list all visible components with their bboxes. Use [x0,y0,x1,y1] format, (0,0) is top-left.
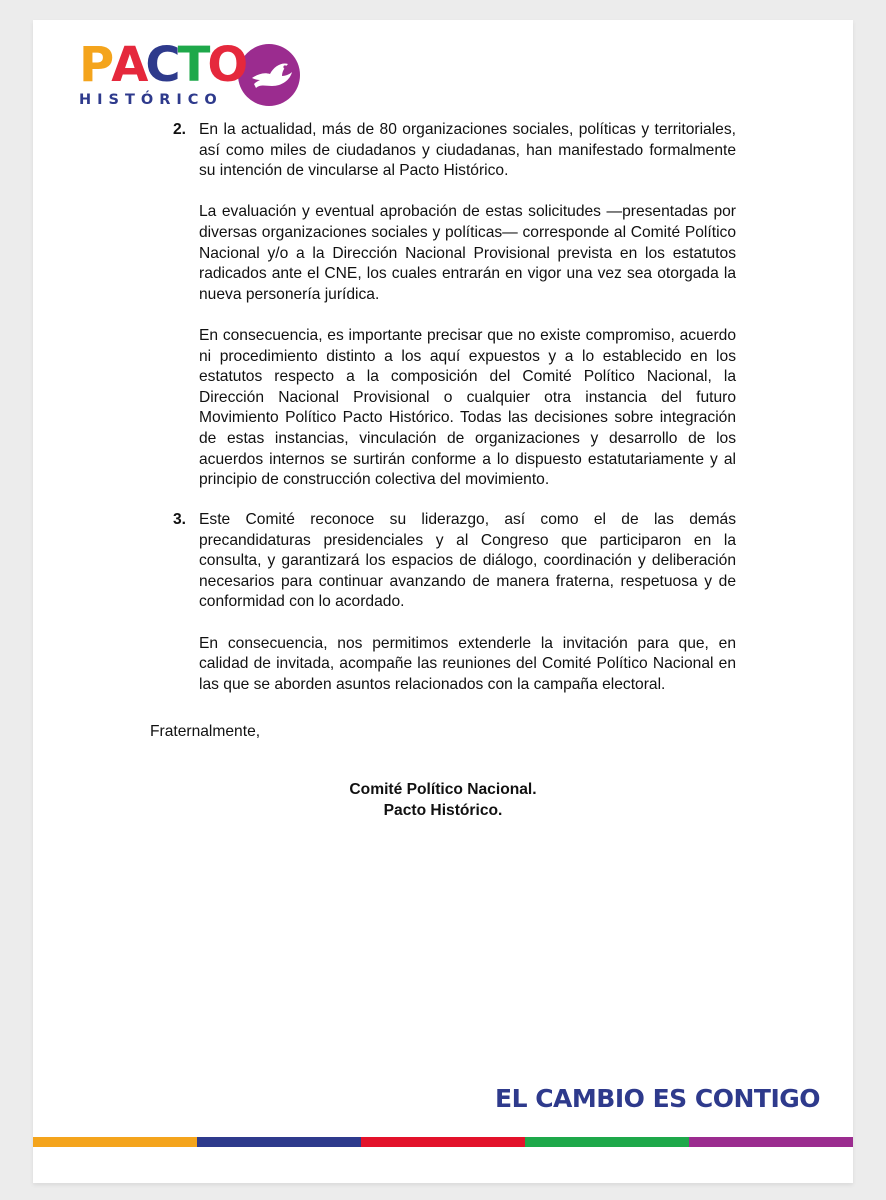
pacto-historico-logo [79,38,259,110]
stripe-red [361,1137,525,1147]
logo-circle [238,44,300,106]
stripe-green [525,1137,689,1147]
paragraph: En la actualidad, más de 80 organizaciones sociales, políticas y territoriales, así como miles de ciudadanos y ciudadanas, han manifestado formalmente su intención de vincularse al Pacto Histórico. [199,121,736,180]
signature-block [193,780,693,821]
paragraph: La evaluación y eventual aprobación de estas solicitudes —presentadas por diversas organizaciones sociales y políticas— corresponde al Comité Político Nacional y/o a la Dirección Nacional Provisional prevista en los estatutos radicados ante el CNE, los cuales entrarán en vigor una vez sea otorgada la nueva personería jurídica. [199,203,736,303]
stripe-blue [197,1137,361,1147]
logo-letter: O [207,37,246,93]
stripe-purple [689,1137,853,1147]
closing-salutation: Fraternalmente, [150,723,261,740]
signature-line-2: Pacto Histórico. [383,801,503,819]
logo-wordmark [79,38,245,92]
item-number: 3. [173,511,187,528]
numbered-item [173,120,736,491]
document-page [33,20,853,1183]
paragraph: Este Comité reconoce su liderazgo, así como el de las demás precandidaturas presidenciales y al Congreso que participaron en la consulta, y garantizará los espacios de diálogo, coordinación y deliberación necesarios para continuar avanzando de manera fraterna, respetuosa y de conformidad con lo acordado. [199,511,736,611]
footer-color-stripes [33,1137,853,1147]
paragraph: En consecuencia, nos permitimos extenderle la invitación para que, en calidad de invitada, acompañe las reuniones del Comité Político Nacional en las que se aborden asuntos relacionados con la campaña electoral. [199,634,736,693]
signature-line-1: Comité Político Nacional. [349,781,537,798]
logo-letter: P [79,37,112,93]
logo-letter: A [111,37,146,93]
dove-icon [238,44,300,106]
paragraph: En consecuencia, es importante precisar que no existe compromiso, acuerdo ni procedimiento distinto a los aquí expuestos y a lo establecido en los estatutos respecto a la composición del Comité Político Nacional, la Dirección Nacional Provisional o cualquier otra instancia del futuro Movimiento Político Pacto Histórico. Todas las decisiones sobre integración de estas instancias, vinculación de organizaciones y desarrollo de los acuerdos internos se surtirán conforme a lo dispuesto estatutariamente y al principio de construcción colectiva del movimiento. [199,326,736,489]
stripe-orange [33,1137,197,1147]
item-number: 2. [173,121,187,138]
logo-letter: C [145,37,178,93]
logo-subtitle: HISTÓRICO [79,92,223,108]
logo-letter: T [177,37,208,93]
footer-slogan: EL CAMBIO ES CONTIGO [495,1084,821,1113]
numbered-item [173,510,736,695]
